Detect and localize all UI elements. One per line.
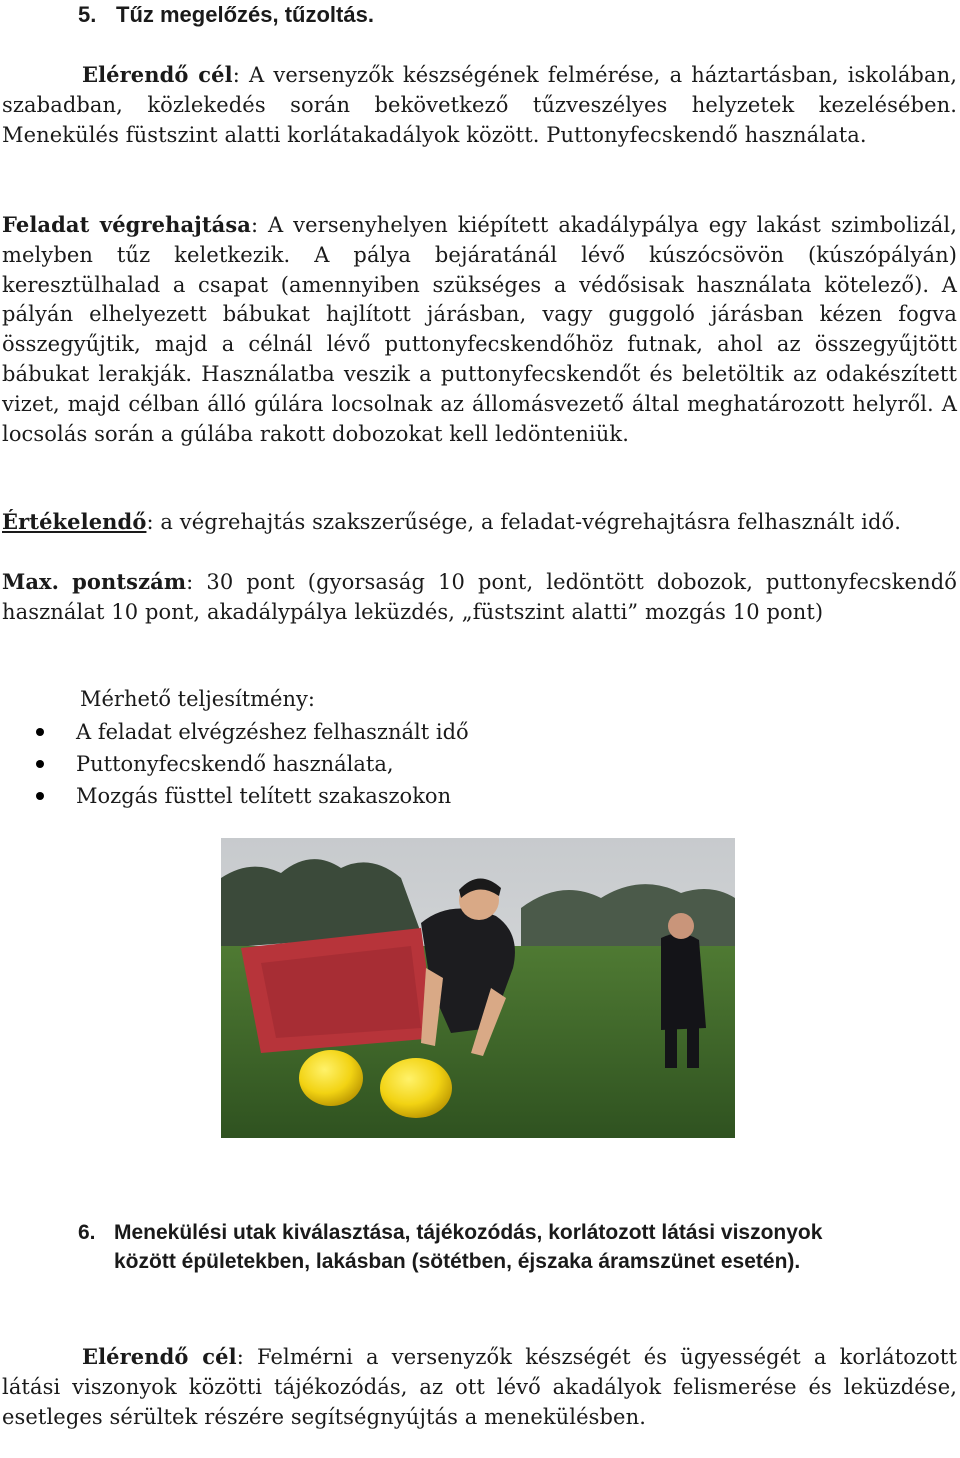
yellow-helmet xyxy=(380,1058,452,1118)
section-6-title: Menekülési utak kiválasztása, tájékozódás, korlátozott látási viszonyok között épületekben, lakásban (sötétben, éjszaka áramszünet esetén). xyxy=(114,1221,823,1273)
section-6-number: 6. xyxy=(78,1221,96,1244)
max-label: Max. xyxy=(2,569,60,594)
bullet-icon xyxy=(36,728,44,736)
evaluation-text: : a végrehajtás szakszerűsége, a feladat-végrehajtásra felhasznált idő. xyxy=(146,510,902,534)
section-6-heading xyxy=(78,1218,878,1276)
section-5-title: Tűz megelőzés, tűzoltás. xyxy=(116,2,374,27)
referee-head xyxy=(668,913,694,939)
yellow-helmet xyxy=(299,1050,363,1106)
referee-body xyxy=(661,933,706,1030)
section-6-goal-paragraph xyxy=(2,1342,957,1432)
list-item: Mozgás füsttel telített szakaszokon xyxy=(30,780,469,812)
measurable-title: Mérhető teljesítmény: xyxy=(80,687,315,711)
points-label: pontszám xyxy=(72,569,187,594)
max-points-paragraph xyxy=(2,567,957,628)
goal-paragraph xyxy=(2,60,957,150)
bullet-icon xyxy=(36,760,44,768)
evaluation-paragraph xyxy=(2,507,957,538)
task-paragraph xyxy=(2,210,957,449)
section-6-goal-label: Elérendő cél xyxy=(82,1344,237,1369)
task-text: : A versenyhelyen kiépített akadálypálya egy lakást szimbolizál, melyben tűz keletkezik. A pálya bejáratánál lévő kúszócsövön (kúszópályán) keresztülhalad a csapat (amennyiben szükséges a védősisak használata kötelező). A pályán elhelyezett bábukat hajlított járásban, vagy guggoló járásban kézen fogva összegyűjtik, majd a célnál lévő puttonyfecskendőhöz futnak, ahol az összegyűjtött bábukat lerakják. Használatba veszik a puttonyfecskendőt és beletöltik az odakészített vizet, majd célban álló gúlára locsolnak az állomásvezető által meghatározott helyről. A locsolás során a gúlába rakott dobozokat kell ledönteniük. xyxy=(2,213,957,446)
max-points-text: : 30 pont (gyorsaság 10 pont, ledöntött dobozok, puttonyfecskendő használat 10 pont, akadálypálya leküzdés, „füstszint alatti” mozgás 10 pont) xyxy=(2,570,957,624)
bullet-icon xyxy=(36,792,44,800)
evaluation-label: Értékelendő xyxy=(2,509,147,534)
photo-illustration xyxy=(221,838,735,1138)
goal-label: Elérendő cél xyxy=(82,62,233,87)
task-label: Feladat végrehajtása xyxy=(2,212,251,237)
section-6-goal-text: : Felmérni a versenyzők készségét és ügyességét a korlátozott látási viszonyok közötti tájékozódás, az ott lévő akadályok felismerése és leküzdése, esetleges sérültek részére segítségnyújtás a menekülésben. xyxy=(2,1345,957,1429)
measurable-list xyxy=(30,716,469,812)
trees-right xyxy=(521,884,735,948)
competition-photo xyxy=(221,838,735,1138)
section-5-heading xyxy=(78,2,374,28)
list-item: Puttonyfecskendő használata, xyxy=(30,748,469,780)
list-item: A feladat elvégzéshez felhasznált idő xyxy=(30,716,469,748)
section-5-number: 5. xyxy=(78,2,97,27)
goal-text: : A versenyzők készségének felmérése, a háztartásban, iskolában, szabadban, közlekedés során bekövetkező tűzveszélyes helyzetek kezelésében. Menekülés füstszint alatti korlátakadályok között. Puttonyfecskendő használata. xyxy=(2,63,957,147)
